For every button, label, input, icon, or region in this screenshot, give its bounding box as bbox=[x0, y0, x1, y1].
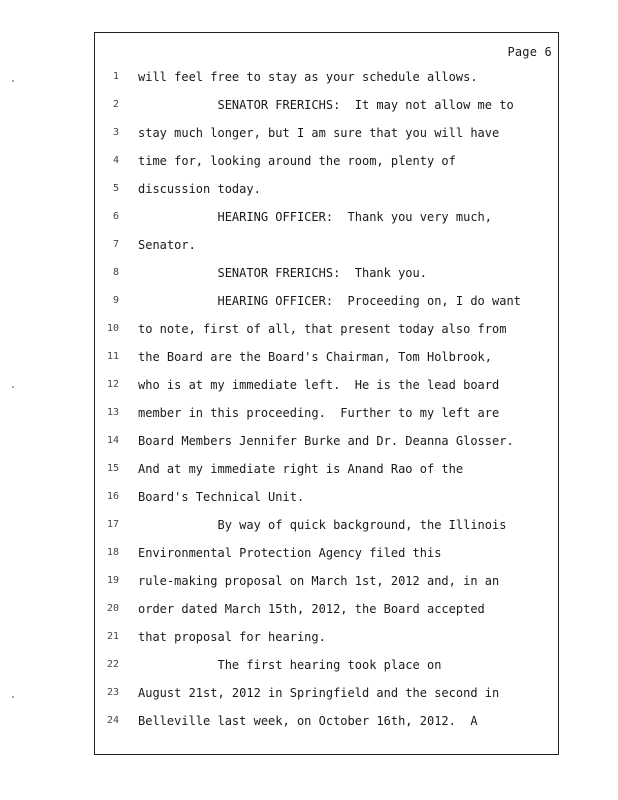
line-number: 24 bbox=[106, 715, 119, 726]
line-number: 3 bbox=[112, 127, 119, 138]
line-number: 11 bbox=[106, 351, 119, 362]
line-text: who is at my immediate left. He is the lead board bbox=[138, 378, 500, 392]
transcript-line bbox=[95, 455, 558, 483]
line-number: 19 bbox=[106, 575, 119, 586]
transcript-line bbox=[95, 371, 558, 399]
line-number: 14 bbox=[106, 435, 119, 446]
line-number: 9 bbox=[112, 295, 119, 306]
line-text: By way of quick background, the Illinois bbox=[138, 518, 507, 532]
line-number: 18 bbox=[106, 547, 119, 558]
transcript-line bbox=[95, 147, 558, 175]
line-text: to note, first of all, that present today also from bbox=[138, 322, 507, 336]
scan-speck bbox=[12, 80, 14, 82]
line-text: Senator. bbox=[138, 238, 196, 252]
transcript-line bbox=[95, 707, 558, 735]
line-text: rule-making proposal on March 1st, 2012 and, in an bbox=[138, 574, 500, 588]
line-number: 2 bbox=[112, 99, 119, 110]
transcript-line bbox=[95, 315, 558, 343]
line-text: SENATOR FRERICHS: It may not allow me to bbox=[138, 98, 514, 112]
line-number: 8 bbox=[112, 267, 119, 278]
line-number: 6 bbox=[112, 211, 119, 222]
transcript-lines bbox=[95, 63, 558, 735]
line-text: SENATOR FRERICHS: Thank you. bbox=[138, 266, 427, 280]
line-number: 4 bbox=[112, 155, 119, 166]
line-text: time for, looking around the room, plenty of bbox=[138, 154, 456, 168]
line-text: HEARING OFFICER: Proceeding on, I do want bbox=[138, 294, 521, 308]
line-text: August 21st, 2012 in Springfield and the second in bbox=[138, 686, 500, 700]
transcript-line bbox=[95, 343, 558, 371]
transcript-line bbox=[95, 203, 558, 231]
line-text: discussion today. bbox=[138, 182, 261, 196]
line-text: And at my immediate right is Anand Rao of the bbox=[138, 462, 464, 476]
transcript-line bbox=[95, 427, 558, 455]
line-number: 12 bbox=[106, 379, 119, 390]
transcript-line bbox=[95, 483, 558, 511]
transcript-line bbox=[95, 595, 558, 623]
transcript-page bbox=[94, 32, 559, 755]
transcript-line bbox=[95, 539, 558, 567]
line-text: that proposal for hearing. bbox=[138, 630, 326, 644]
transcript-line bbox=[95, 91, 558, 119]
line-text: stay much longer, but I am sure that you will have bbox=[138, 126, 500, 140]
transcript-line bbox=[95, 119, 558, 147]
transcript-line bbox=[95, 567, 558, 595]
line-number: 23 bbox=[106, 687, 119, 698]
transcript-line bbox=[95, 679, 558, 707]
line-number: 17 bbox=[106, 519, 119, 530]
line-text: will feel free to stay as your schedule allows. bbox=[138, 70, 478, 84]
line-text: member in this proceeding. Further to my left are bbox=[138, 406, 500, 420]
transcript-line bbox=[95, 651, 558, 679]
line-text: HEARING OFFICER: Thank you very much, bbox=[138, 210, 493, 224]
scan-speck bbox=[12, 386, 14, 388]
line-number: 15 bbox=[106, 463, 119, 474]
line-text: Belleville last week, on October 16th, 2012. A bbox=[138, 714, 478, 728]
transcript-line bbox=[95, 511, 558, 539]
transcript-line bbox=[95, 231, 558, 259]
line-text: Environmental Protection Agency filed this bbox=[138, 546, 442, 560]
line-text: the Board are the Board's Chairman, Tom Holbrook, bbox=[138, 350, 493, 364]
line-number: 1 bbox=[112, 71, 119, 82]
transcript-line bbox=[95, 287, 558, 315]
line-number: 22 bbox=[106, 659, 119, 670]
line-number: 20 bbox=[106, 603, 119, 614]
transcript-line bbox=[95, 623, 558, 651]
line-text: The first hearing took place on bbox=[138, 658, 442, 672]
line-number: 7 bbox=[112, 239, 119, 250]
line-number: 5 bbox=[112, 183, 119, 194]
line-text: Board Members Jennifer Burke and Dr. Deanna Glosser. bbox=[138, 434, 514, 448]
transcript-line bbox=[95, 399, 558, 427]
line-number: 13 bbox=[106, 407, 119, 418]
line-text: order dated March 15th, 2012, the Board accepted bbox=[138, 602, 485, 616]
scan-speck bbox=[12, 696, 14, 698]
line-number: 16 bbox=[106, 491, 119, 502]
line-number: 10 bbox=[106, 323, 119, 334]
page-number: Page 6 bbox=[507, 45, 552, 59]
transcript-line bbox=[95, 259, 558, 287]
line-number: 21 bbox=[106, 631, 119, 642]
transcript-line bbox=[95, 175, 558, 203]
transcript-line bbox=[95, 63, 558, 91]
line-text: Board's Technical Unit. bbox=[138, 490, 305, 504]
